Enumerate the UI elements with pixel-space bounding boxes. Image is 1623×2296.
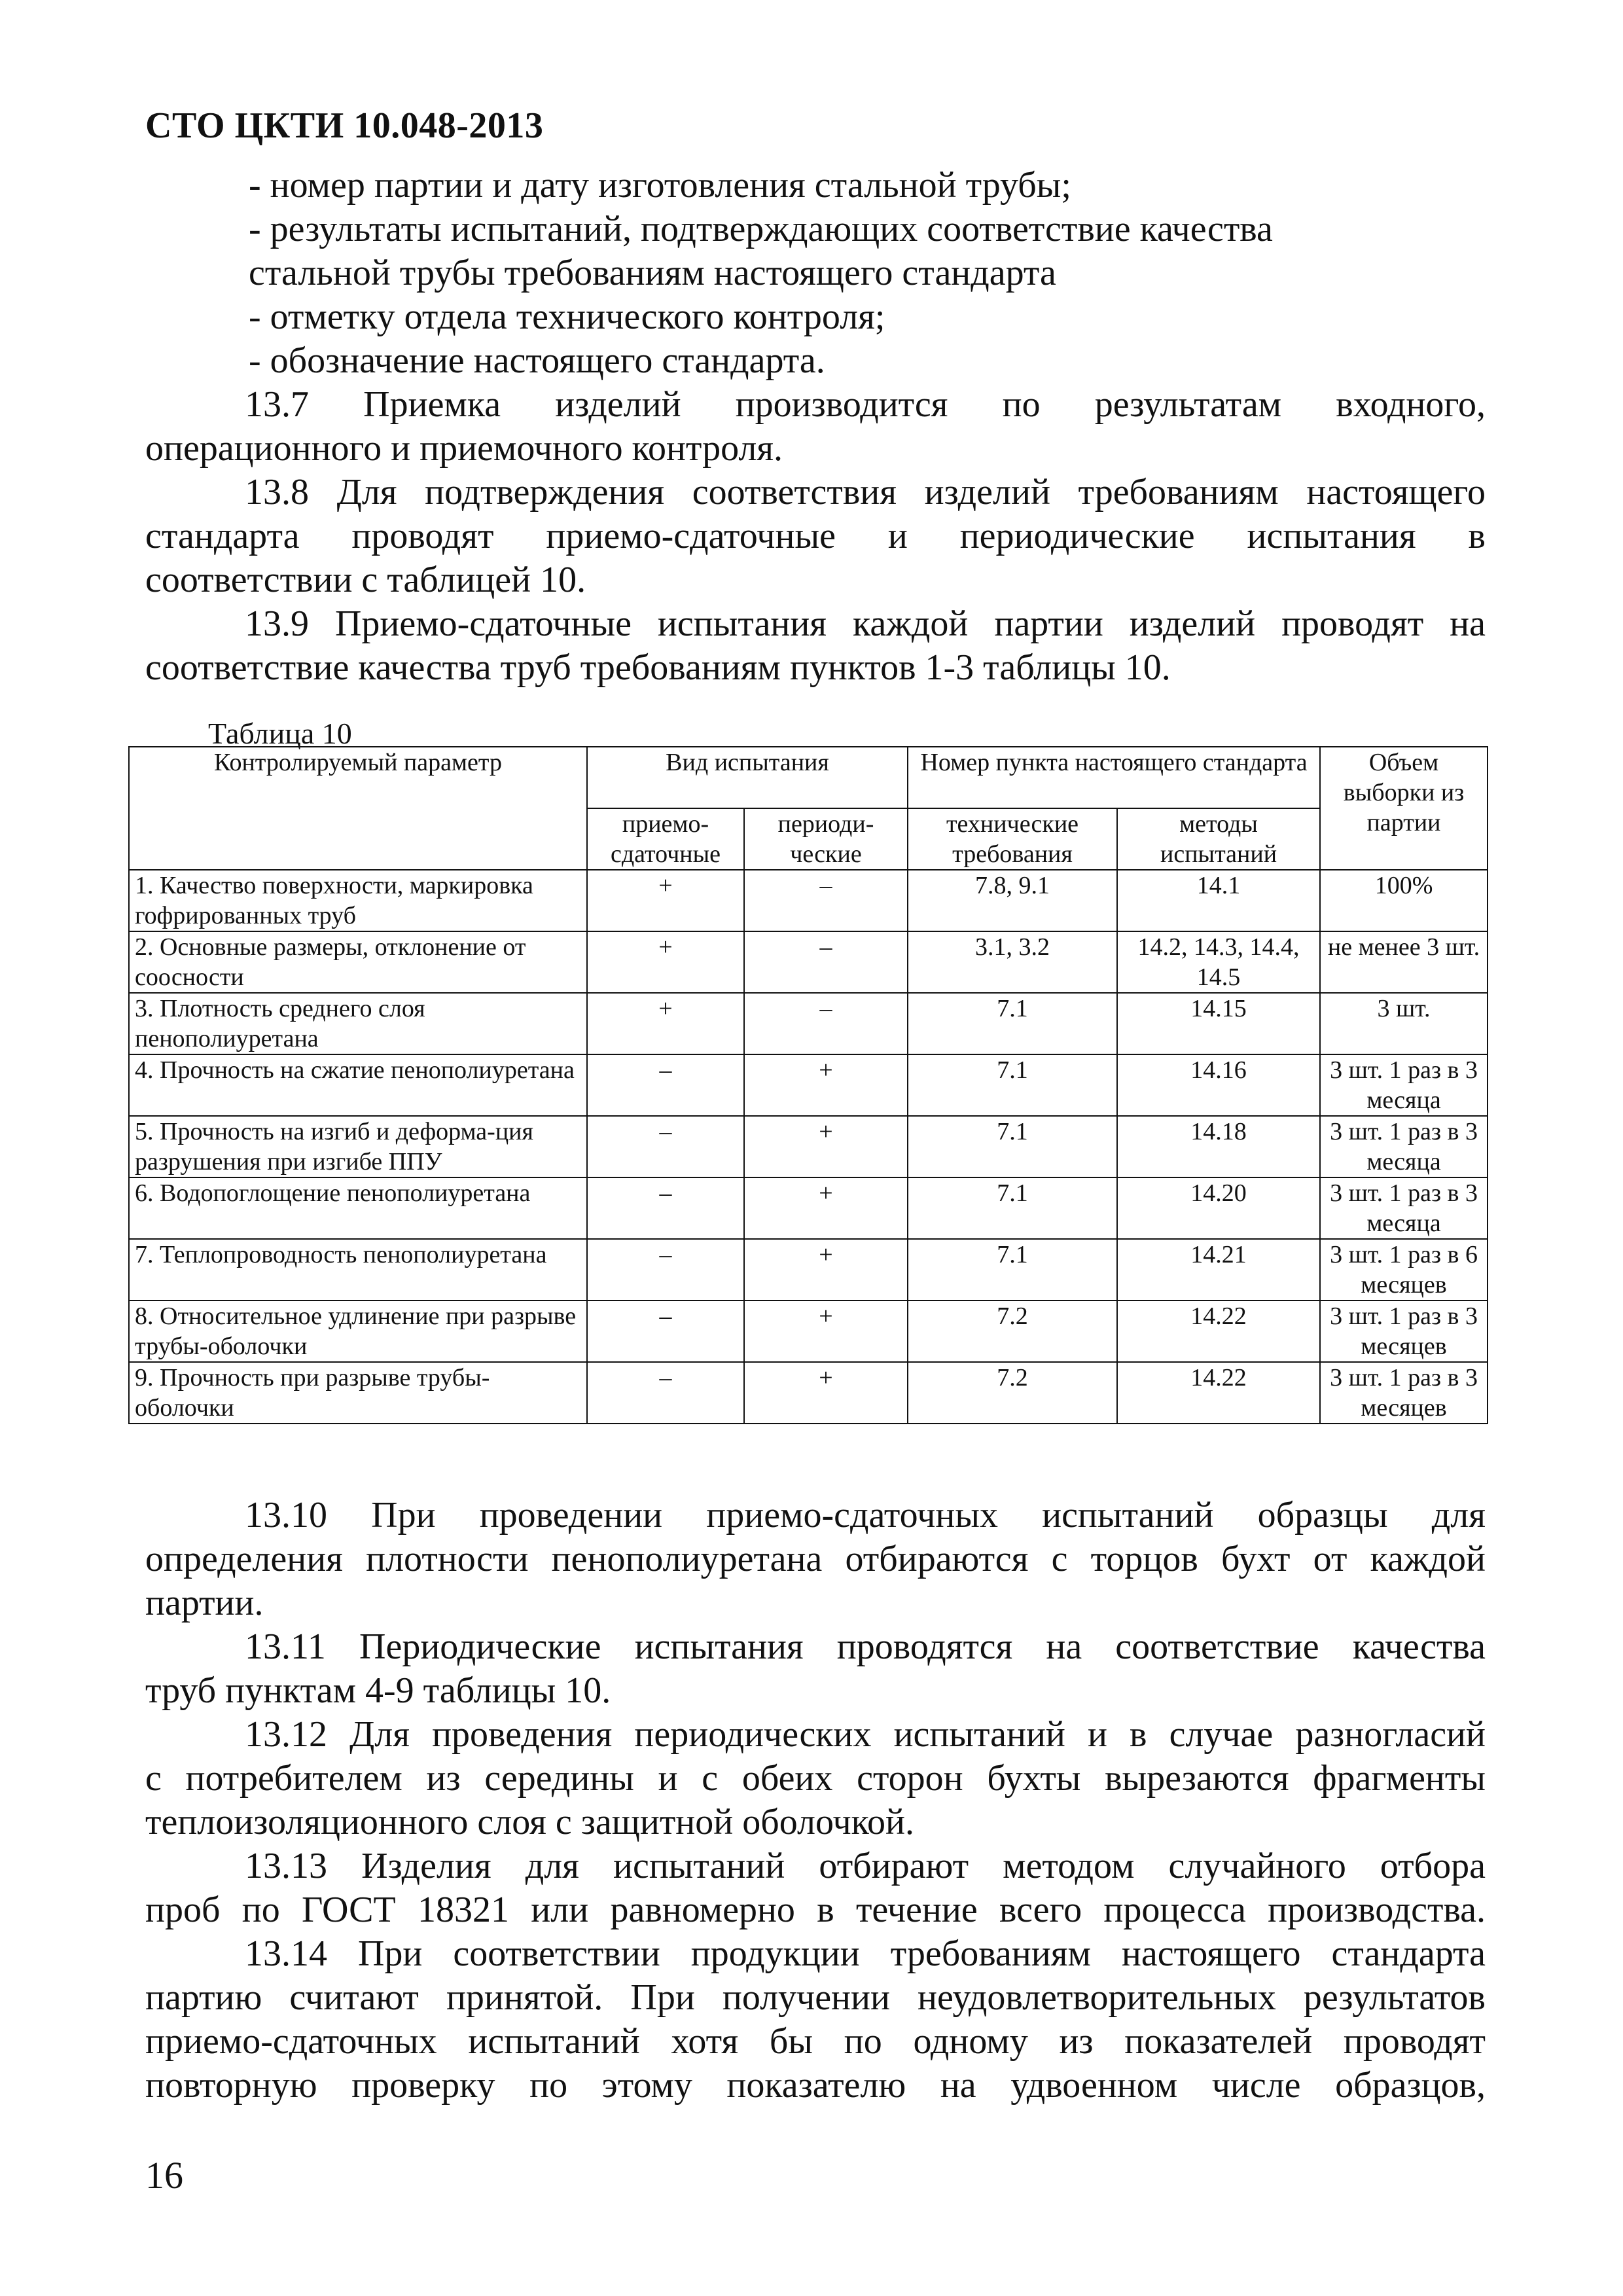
acceptance-cell: +: [587, 870, 744, 931]
clause-13-7: 13.7 Приемка изделий производится по результатам входного,: [245, 384, 1486, 425]
header-periodic: периоди-ческие: [744, 808, 908, 870]
acceptance-cell: –: [587, 1362, 744, 1424]
method-cell: 14.1: [1117, 870, 1320, 931]
header-clause: Номер пункта настоящего стандарта: [908, 747, 1320, 808]
header-acceptance: приемо-сдаточные: [587, 808, 744, 870]
method-cell: 14.16: [1117, 1054, 1320, 1116]
clause-13-14: 13.14 При соответствии продукции требованиям настоящего стандарта: [245, 1933, 1486, 1974]
acceptance-cell: –: [587, 1116, 744, 1177]
method-cell: 14.18: [1117, 1116, 1320, 1177]
acceptance-cell: –: [587, 1177, 744, 1239]
clause-13-8-cont: стандарта проводят приемо-сдаточные и периодические испытания в: [145, 516, 1486, 556]
table-row: [129, 1116, 1488, 1177]
table-10: [128, 746, 1488, 1424]
periodic-cell: –: [744, 870, 908, 931]
clause-13-13: 13.13 Изделия для испытаний отбирают методом случайного отбора: [245, 1846, 1486, 1886]
method-cell: 14.21: [1117, 1239, 1320, 1300]
param-cell: 1. Качество поверхности, маркировка гофрированных труб: [129, 870, 587, 931]
acceptance-cell: –: [587, 1054, 744, 1116]
sample-cell: не менее 3 шт.: [1320, 931, 1488, 993]
clause-13-8: 13.8 Для подтверждения соответствия изделий требованиям настоящего: [245, 472, 1486, 512]
acceptance-cell: –: [587, 1300, 744, 1362]
param-cell: 2. Основные размеры, отклонение от соосности: [129, 931, 587, 993]
header-param: Контролируемый параметр: [129, 747, 587, 870]
sample-cell: 100%: [1320, 870, 1488, 931]
method-cell: 14.22: [1117, 1362, 1320, 1424]
list-item-test-results-cont: стальной трубы требованиям настоящего стандарта: [249, 253, 1056, 293]
document-code-header: СТО ЦКТИ 10.048-2013: [145, 105, 544, 146]
sample-cell: 3 шт. 1 раз в 3 месяца: [1320, 1177, 1488, 1239]
list-item-test-results: - результаты испытаний, подтверждающих соответствие качества: [249, 209, 1273, 249]
method-cell: 14.22: [1117, 1300, 1320, 1362]
sample-cell: 3 шт. 1 раз в 3 месяцев: [1320, 1362, 1488, 1424]
periodic-cell: +: [744, 1177, 908, 1239]
sample-cell: 3 шт.: [1320, 993, 1488, 1054]
param-cell: 4. Прочность на сжатие пенополиуретана: [129, 1054, 587, 1116]
param-cell: 8. Относительное удлинение при разрыве трубы-оболочки: [129, 1300, 587, 1362]
clause-13-10-cont: определения плотности пенополиуретана отбираются с торцов бухт от каждой: [145, 1539, 1486, 1579]
periodic-cell: +: [744, 1239, 908, 1300]
periodic-cell: +: [744, 1300, 908, 1362]
clause-13-11-cont: труб пунктам 4-9 таблицы 10.: [145, 1670, 611, 1711]
clause-13-11: 13.11 Периодические испытания проводятся на соответствие качества: [245, 1626, 1486, 1667]
clause-13-9: 13.9 Приемо-сдаточные испытания каждой партии изделий проводят на: [245, 603, 1486, 644]
table-row: [129, 931, 1488, 993]
sample-cell: 3 шт. 1 раз в 3 месяца: [1320, 1116, 1488, 1177]
method-cell: 14.15: [1117, 993, 1320, 1054]
param-cell: 5. Прочность на изгиб и деформа-ция разрушения при изгибе ППУ: [129, 1116, 587, 1177]
clause-13-13-cont: проб по ГОСТ 18321 или равномерно в течение всего процесса производства.: [145, 1890, 1486, 1930]
table-row: [129, 1054, 1488, 1116]
page-number: 16: [145, 2154, 183, 2197]
periodic-cell: +: [744, 1054, 908, 1116]
tech-req-cell: 7.8, 9.1: [908, 870, 1117, 931]
tech-req-cell: 7.1: [908, 1239, 1117, 1300]
acceptance-cell: +: [587, 931, 744, 993]
sample-cell: 3 шт. 1 раз в 6 месяцев: [1320, 1239, 1488, 1300]
acceptance-cell: +: [587, 993, 744, 1054]
header-tech-req: технические требования: [908, 808, 1117, 870]
tech-req-cell: 7.2: [908, 1300, 1117, 1362]
sample-cell: 3 шт. 1 раз в 3 месяца: [1320, 1054, 1488, 1116]
list-item-standard-designation: - обозначение настоящего стандарта.: [249, 340, 825, 381]
sample-cell: 3 шт. 1 раз в 3 месяцев: [1320, 1300, 1488, 1362]
table-caption: Таблица 10: [208, 717, 352, 750]
tech-req-cell: 7.1: [908, 993, 1117, 1054]
tech-req-cell: 7.1: [908, 1116, 1117, 1177]
list-item-qc-mark: - отметку отдела технического контроля;: [249, 296, 885, 337]
tech-req-cell: 7.1: [908, 1054, 1117, 1116]
clause-13-12-cont: с потребителем из середины и с обеих сторон бухты вырезаются фрагменты: [145, 1758, 1486, 1799]
periodic-cell: +: [744, 1362, 908, 1424]
clause-13-8-end: соответствии с таблицей 10.: [145, 560, 586, 600]
periodic-cell: +: [744, 1116, 908, 1177]
header-sample-size: Объем выборки из партии: [1320, 747, 1488, 870]
tech-req-cell: 7.2: [908, 1362, 1117, 1424]
clause-13-10: 13.10 При проведении приемо-сдаточных испытаний образцы для: [245, 1495, 1486, 1535]
param-cell: 6. Водопоглощение пенополиуретана: [129, 1177, 587, 1239]
param-cell: 7. Теплопроводность пенополиуретана: [129, 1239, 587, 1300]
clause-13-7-cont: операционного и приемочного контроля.: [145, 428, 783, 469]
tech-req-cell: 3.1, 3.2: [908, 931, 1117, 993]
clause-13-14-line3: приемо-сдаточных испытаний хотя бы по одному из показателей проводят: [145, 2021, 1486, 2062]
param-cell: 3. Плотность среднего слоя пенополиуретана: [129, 993, 587, 1054]
acceptance-cell: –: [587, 1239, 744, 1300]
clause-13-14-line2: партию считают принятой. При получении неудовлетворительных результатов: [145, 1977, 1486, 2018]
list-item-batch-number: - номер партии и дату изготовления стальной трубы;: [249, 165, 1071, 206]
periodic-cell: –: [744, 931, 908, 993]
method-cell: 14.20: [1117, 1177, 1320, 1239]
clause-13-9-cont: соответствие качества труб требованиям пунктов 1-3 таблицы 10.: [145, 647, 1171, 688]
clause-13-12-end: теплоизоляционного слоя с защитной оболочкой.: [145, 1802, 914, 1842]
clause-13-14-line4: повторную проверку по этому показателю на удвоенном числе образцов,: [145, 2065, 1486, 2106]
table-row: [129, 1300, 1488, 1362]
table-row: [129, 870, 1488, 931]
periodic-cell: –: [744, 993, 908, 1054]
header-test-type: Вид испытания: [587, 747, 908, 808]
tech-req-cell: 7.1: [908, 1177, 1117, 1239]
clause-13-10-end: партии.: [145, 1583, 264, 1623]
table-row: [129, 1362, 1488, 1424]
table-row: [129, 1239, 1488, 1300]
table-row: [129, 1177, 1488, 1239]
param-cell: 9. Прочность при разрыве трубы-оболочки: [129, 1362, 587, 1424]
header-test-methods: методы испытаний: [1117, 808, 1320, 870]
method-cell: 14.2, 14.3, 14.4, 14.5: [1117, 931, 1320, 993]
table-row: [129, 993, 1488, 1054]
clause-13-12: 13.12 Для проведения периодических испытаний и в случае разногласий: [245, 1714, 1486, 1755]
